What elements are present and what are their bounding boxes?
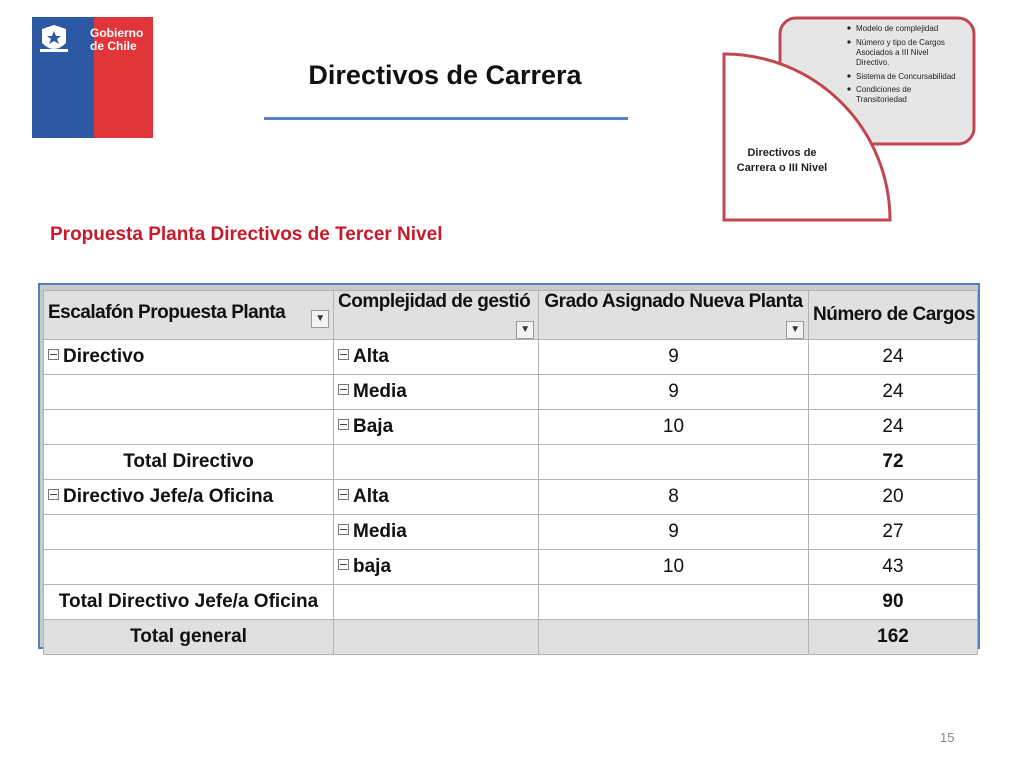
- logo-line-2: de Chile: [90, 39, 137, 53]
- dropdown-arrow-icon[interactable]: ▼: [516, 321, 534, 339]
- subtotal-label: Total Directivo Jefe/a Oficina: [44, 585, 334, 620]
- cargos-cell: 24: [809, 410, 978, 445]
- diagram-quarter-label-1: Directivos de: [747, 147, 817, 159]
- grado-cell: 9: [539, 515, 809, 550]
- collapse-icon[interactable]: [48, 349, 59, 360]
- grado-cell: 8: [539, 480, 809, 515]
- collapse-icon[interactable]: [48, 489, 59, 500]
- table-row: [44, 515, 978, 550]
- empty-cell: [539, 585, 809, 620]
- cargos-cell: 24: [809, 375, 978, 410]
- subtotal-cargos: 90: [809, 585, 978, 620]
- escalafon-cell[interactable]: Directivo: [44, 340, 334, 375]
- dropdown-arrow-icon[interactable]: ▼: [786, 321, 804, 339]
- logo-blue-panel: [32, 17, 144, 138]
- table-row: [44, 375, 978, 410]
- diagram-bullet-3: Sistema de Concursabilidad: [856, 72, 956, 81]
- collapse-icon[interactable]: [338, 349, 349, 360]
- table-row: [44, 340, 978, 375]
- grado-cell: 10: [539, 410, 809, 445]
- complejidad-cell[interactable]: Alta: [334, 480, 539, 515]
- cargos-cell: 24: [809, 340, 978, 375]
- table-header-row: [44, 291, 978, 340]
- escalafon-cell: [44, 550, 334, 585]
- collapse-icon[interactable]: [338, 384, 349, 395]
- complejidad-cell[interactable]: Media: [334, 375, 539, 410]
- filter-icon[interactable]: ▼: [311, 310, 329, 328]
- header-complejidad[interactable]: Complejidad de gestió ▼: [334, 291, 539, 340]
- chile-crest-icon: [38, 23, 70, 57]
- grado-cell: 9: [539, 375, 809, 410]
- diagram-bullet-1: Modelo de complejidad: [856, 24, 939, 33]
- table-row: [44, 480, 978, 515]
- grand-total-cargos: 162: [809, 620, 978, 655]
- collapse-icon[interactable]: [338, 489, 349, 500]
- empty-cell: [539, 620, 809, 655]
- page-title: Directivos de Carrera: [308, 60, 582, 90]
- table-row: [44, 410, 978, 445]
- subtotal-label: Total Directivo: [44, 445, 334, 480]
- empty-cell: [334, 445, 539, 480]
- cargos-cell: 27: [809, 515, 978, 550]
- page-number: 15: [940, 730, 955, 745]
- section-subtitle: Propuesta Planta Directivos de Tercer Nivel: [50, 224, 443, 245]
- header-cargos: Número de Cargos: [809, 291, 978, 340]
- escalafon-cell: [44, 375, 334, 410]
- diagram-bullet-4: Condiciones de Transitoriedad: [856, 85, 912, 104]
- escalafon-cell[interactable]: Directivo Jefe/a Oficina: [44, 480, 334, 515]
- complejidad-cell[interactable]: Alta: [334, 340, 539, 375]
- collapse-icon[interactable]: [338, 559, 349, 570]
- grand-total-label: Total general: [44, 620, 334, 655]
- escalafon-cell: [44, 515, 334, 550]
- diagram-quarter-label-2: Carrera o III Nivel: [736, 162, 828, 174]
- gobierno-de-chile-logo: [32, 17, 153, 138]
- collapse-icon[interactable]: [338, 419, 349, 430]
- table-row: [44, 550, 978, 585]
- header-escalafon[interactable]: Escalafón Propuesta Planta ▼: [44, 291, 334, 340]
- grado-cell: 10: [539, 550, 809, 585]
- empty-cell: [334, 620, 539, 655]
- logo-line-1: Gobierno: [90, 26, 144, 40]
- empty-cell: [334, 585, 539, 620]
- complejidad-cell[interactable]: Media: [334, 515, 539, 550]
- pivot-table: [38, 283, 980, 649]
- grado-cell: 9: [539, 340, 809, 375]
- cargos-cell: 43: [809, 550, 978, 585]
- empty-cell: [539, 445, 809, 480]
- subtotal-cargos: 72: [809, 445, 978, 480]
- pivot-table-grid: [43, 290, 978, 655]
- complejidad-cell[interactable]: baja: [334, 550, 539, 585]
- header-grado[interactable]: Grado Asignado Nueva Planta ▼: [539, 291, 809, 340]
- complejidad-cell[interactable]: Baja: [334, 410, 539, 445]
- subtotal-row: [44, 585, 978, 620]
- subtotal-row: [44, 445, 978, 480]
- escalafon-cell: [44, 410, 334, 445]
- collapse-icon[interactable]: [338, 524, 349, 535]
- title-underline: [264, 117, 628, 120]
- diagram-bullet-2: Número y tipo de Cargos Asociados a III Nivel Directivo.: [856, 38, 945, 67]
- logo-text: [90, 27, 143, 53]
- career-directives-diagram: [718, 14, 980, 224]
- cargos-cell: 20: [809, 480, 978, 515]
- grand-total-row: [44, 620, 978, 655]
